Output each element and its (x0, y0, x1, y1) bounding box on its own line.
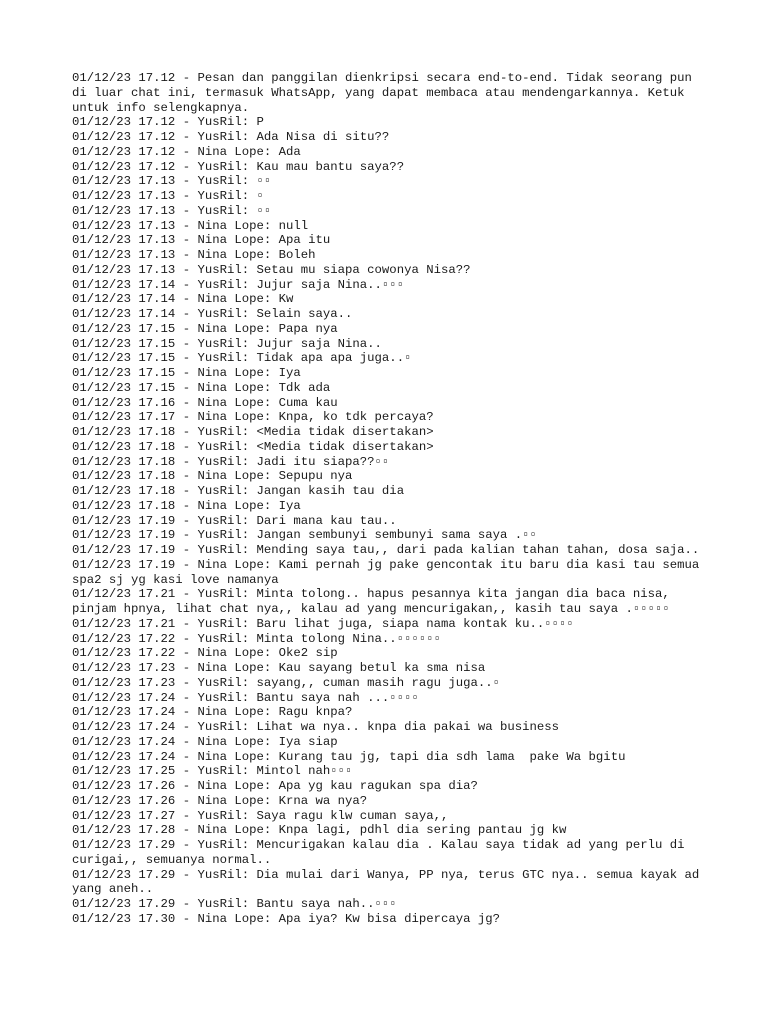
chat-line: 01/12/23 17.13 - YusRil: ▫▫ (72, 203, 272, 218)
chat-line: 01/12/23 17.28 - Nina Lope: Knpa lagi, pdhl dia sering pantau jg kw (72, 823, 567, 838)
chat-line: 01/12/23 17.13 - Nina Lope: null (72, 218, 309, 233)
chat-line: 01/12/23 17.15 - Nina Lope: Tdk ada (72, 380, 331, 395)
chat-line: 01/12/23 17.13 - Nina Lope: Apa itu (72, 233, 331, 248)
chat-line: 01/12/23 17.29 - YusRil: Mencurigakan kalau dia . Kalau saya tidak ad yang perlu di curigai,, semuanya normal.. (72, 838, 692, 867)
chat-line: 01/12/23 17.15 - YusRil: Tidak apa apa juga..▫ (72, 351, 412, 366)
chat-line: 01/12/23 17.19 - YusRil: Dari mana kau tau.. (72, 513, 397, 528)
chat-line: 01/12/23 17.26 - Nina Lope: Krna wa nya? (72, 793, 368, 808)
chat-line: 01/12/23 17.18 - YusRil: <Media tidak disertakan> (72, 425, 434, 439)
chat-line: 01/12/23 17.16 - Nina Lope: Cuma kau (72, 395, 338, 410)
chat-line: 01/12/23 17.21 - YusRil: Minta tolong.. hapus pesannya kita jangan dia baca nisa, pinjam hpnya, lihat chat nya,, kalau ad yang mencurigakan,, kasih tau saya .▫▫▫▫▫ (72, 587, 678, 616)
chat-line: 01/12/23 17.23 - YusRil: sayang,, cuman masih ragu juga..▫ (72, 675, 501, 690)
chat-line: 01/12/23 17.24 - Nina Lope: Ragu knpa? (72, 705, 353, 720)
chat-line: 01/12/23 17.14 - YusRil: Jujur saja Nina..▫▫▫ (72, 277, 405, 292)
chat-line: 01/12/23 17.30 - Nina Lope: Apa iya? Kw bisa dipercaya jg? (72, 911, 501, 926)
chat-line: 01/12/23 17.13 - YusRil: Setau mu siapa cowonya Nisa?? (72, 262, 471, 277)
chat-line: 01/12/23 17.12 - Pesan dan panggilan dienkripsi secara end-to-end. Tidak seorang pun di luar chat ini, termasuk WhatsApp, yang dapat membaca atau mendengarkannya. Ketuk untuk info selengkapnya. (72, 71, 700, 115)
chat-line: 01/12/23 17.13 - YusRil: ▫▫ (72, 174, 272, 189)
chat-line: 01/12/23 17.19 - Nina Lope: Kami pernah jg pake gencontak itu baru dia kasi tau semua spa2 sj yg kasi love namanya (72, 557, 707, 587)
chat-line: 01/12/23 17.15 - YusRil: Jujur saja Nina.. (72, 336, 382, 351)
chat-line: 01/12/23 17.13 - Nina Lope: Boleh (72, 248, 316, 262)
chat-line: 01/12/23 17.12 - YusRil: P (72, 115, 264, 130)
chat-log (72, 71, 712, 927)
chat-line: 01/12/23 17.26 - Nina Lope: Apa yg kau ragukan spa dia? (72, 779, 478, 793)
chat-line: 01/12/23 17.18 - Nina Lope: Sepupu nya (72, 469, 353, 484)
chat-line: 01/12/23 17.14 - Nina Lope: Kw (72, 292, 294, 307)
chat-line: 01/12/23 17.29 - YusRil: Dia mulai dari Wanya, PP nya, terus GTC nya.. semua kayak ad yang aneh.. (72, 867, 707, 897)
chat-line: 01/12/23 17.19 - YusRil: Jangan sembunyi sembunyi sama saya .▫▫ (72, 528, 537, 543)
chat-line: 01/12/23 17.25 - YusRil: Mintol nah▫▫▫ (72, 764, 353, 779)
chat-line: 01/12/23 17.22 - Nina Lope: Oke2 sip (72, 646, 338, 661)
chat-line: 01/12/23 17.22 - YusRil: Minta tolong Nina..▫▫▫▫▫▫ (72, 631, 441, 646)
chat-line: 01/12/23 17.17 - Nina Lope: Knpa, ko tdk percaya? (72, 410, 434, 425)
chat-line: 01/12/23 17.12 - YusRil: Kau mau bantu saya?? (72, 159, 405, 174)
chat-line: 01/12/23 17.18 - YusRil: Jadi itu siapa??▫▫ (72, 454, 390, 469)
chat-line: 01/12/23 17.24 - Nina Lope: Kurang tau jg, tapi dia sdh lama pake Wa bgitu (72, 749, 626, 764)
chat-line: 01/12/23 17.14 - YusRil: Selain saya.. (72, 307, 353, 321)
chat-line: 01/12/23 17.15 - Nina Lope: Papa nya (72, 321, 338, 336)
chat-line: 01/12/23 17.18 - Nina Lope: Iya (72, 498, 301, 513)
chat-line: 01/12/23 17.21 - YusRil: Baru lihat juga, siapa nama kontak ku..▫▫▫▫ (72, 616, 574, 631)
chat-line: 01/12/23 17.12 - YusRil: Ada Nisa di situ?? (72, 130, 390, 144)
chat-line: 01/12/23 17.23 - Nina Lope: Kau sayang betul ka sma nisa (72, 661, 486, 675)
chat-line: 01/12/23 17.27 - YusRil: Saya ragu klw cuman saya,, (72, 808, 449, 823)
chat-line: 01/12/23 17.19 - YusRil: Mending saya tau,, dari pada kalian tahan tahan, dosa saja.. (72, 543, 700, 557)
chat-line: 01/12/23 17.18 - YusRil: <Media tidak disertakan> (72, 439, 434, 454)
chat-line: 01/12/23 17.15 - Nina Lope: Iya (72, 366, 301, 380)
chat-line: 01/12/23 17.29 - YusRil: Bantu saya nah..▫▫▫ (72, 897, 397, 911)
chat-line: 01/12/23 17.12 - Nina Lope: Ada (72, 144, 301, 159)
chat-line: 01/12/23 17.24 - YusRil: Bantu saya nah ...▫▫▫▫ (72, 690, 419, 705)
chat-line: 01/12/23 17.18 - YusRil: Jangan kasih tau dia (72, 484, 405, 498)
chat-line: 01/12/23 17.24 - YusRil: Lihat wa nya.. knpa dia pakai wa business (72, 720, 560, 734)
chat-line: 01/12/23 17.24 - Nina Lope: Iya siap (72, 734, 338, 749)
chat-line: 01/12/23 17.13 - YusRil: ▫ (72, 189, 264, 203)
